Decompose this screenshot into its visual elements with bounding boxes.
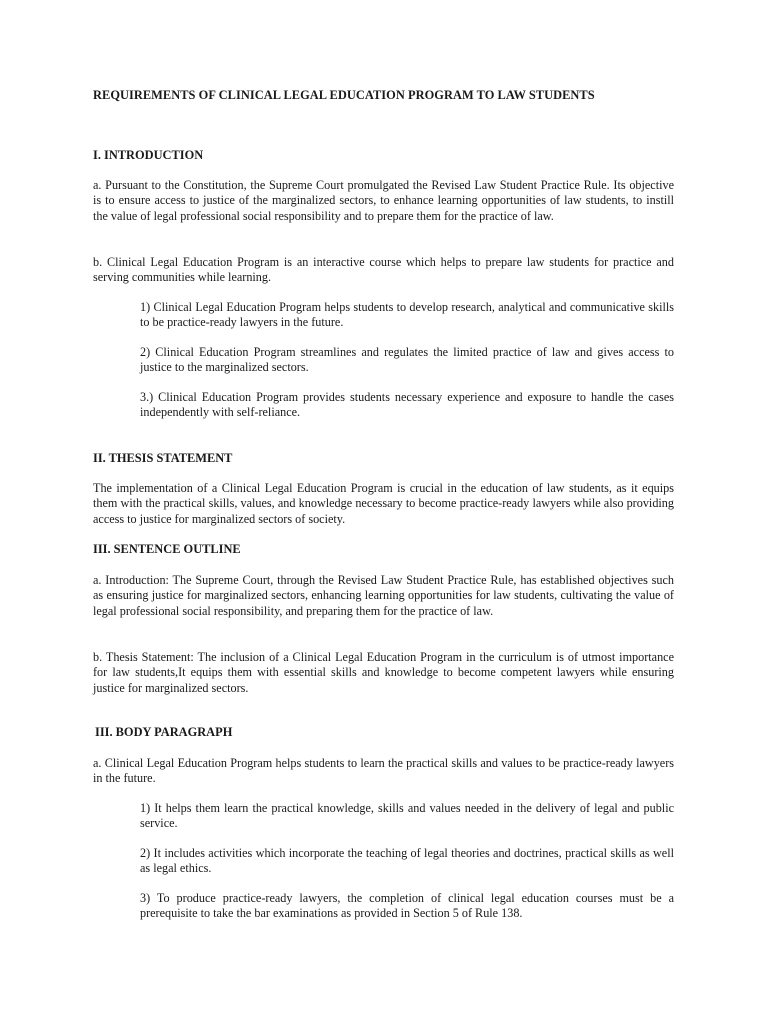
body-item-1: 1) It helps them learn the practical knowledge, skills and values needed in the delivery of legal and public service. xyxy=(140,801,674,831)
intro-item-3: 3.) Clinical Education Program provides students necessary experience and exposure to handle the cases independently with self-reliance. xyxy=(140,390,674,420)
body-item-2: 2) It includes activities which incorporate the teaching of legal theories and doctrines, practical skills as well as legal ethics. xyxy=(140,846,674,876)
body-item-3: 3) To produce practice-ready lawyers, the completion of clinical legal education courses must be a prerequisite to take the bar examinations as provided in Section 5 of Rule 138. xyxy=(140,891,674,921)
intro-paragraph-a: a. Pursuant to the Constitution, the Supreme Court promulgated the Revised Law Student Practice Rule. Its objective is to ensure access to justice of the marginalized sectors, to enhance learning opportunities of law students, to instill the value of legal professional social responsibility and to prepare them for the practice of law. xyxy=(93,178,674,223)
heading-sentence-outline: III. SENTENCE OUTLINE xyxy=(93,542,241,556)
heading-thesis-statement: II. THESIS STATEMENT xyxy=(93,451,233,465)
body-paragraph-a: a. Clinical Legal Education Program helps students to learn the practical skills and values to be practice-ready lawyers in the future. xyxy=(93,756,674,786)
document-title: REQUIREMENTS OF CLINICAL LEGAL EDUCATION PROGRAM TO LAW STUDENTS xyxy=(93,88,595,102)
intro-item-2: 2) Clinical Education Program streamlines and regulates the limited practice of law and gives access to justice to the marginalized sectors. xyxy=(140,345,674,375)
heading-body-paragraph: III. BODY PARAGRAPH xyxy=(95,725,233,739)
intro-item-1: 1) Clinical Legal Education Program helps students to develop research, analytical and communicative skills to be practice-ready lawyers in the future. xyxy=(140,300,674,330)
heading-introduction: I. INTRODUCTION xyxy=(93,148,204,162)
intro-paragraph-b: b. Clinical Legal Education Program is an interactive course which helps to prepare law students for practice and serving communities while learning. xyxy=(93,255,674,285)
outline-paragraph-b: b. Thesis Statement: The inclusion of a Clinical Legal Education Program in the curriculum is of utmost importance for law students,It equips them with essential skills and knowledge to become competent lawyers while ensuring justice for marginalized sectors. xyxy=(93,650,674,695)
thesis-paragraph: The implementation of a Clinical Legal Education Program is crucial in the education of law students, as it equips them with the practical skills, values, and knowledge necessary to become practice-ready lawyers while also providing access to justice for marginalized sectors of society. xyxy=(93,481,674,526)
outline-paragraph-a: a. Introduction: The Supreme Court, through the Revised Law Student Practice Rule, has established objectives such as ensuring justice for marginalized sectors, enhancing learning opportunities for law students, cultivating the value of legal professional social responsibility, and preparing them for the practice of law. xyxy=(93,573,674,618)
